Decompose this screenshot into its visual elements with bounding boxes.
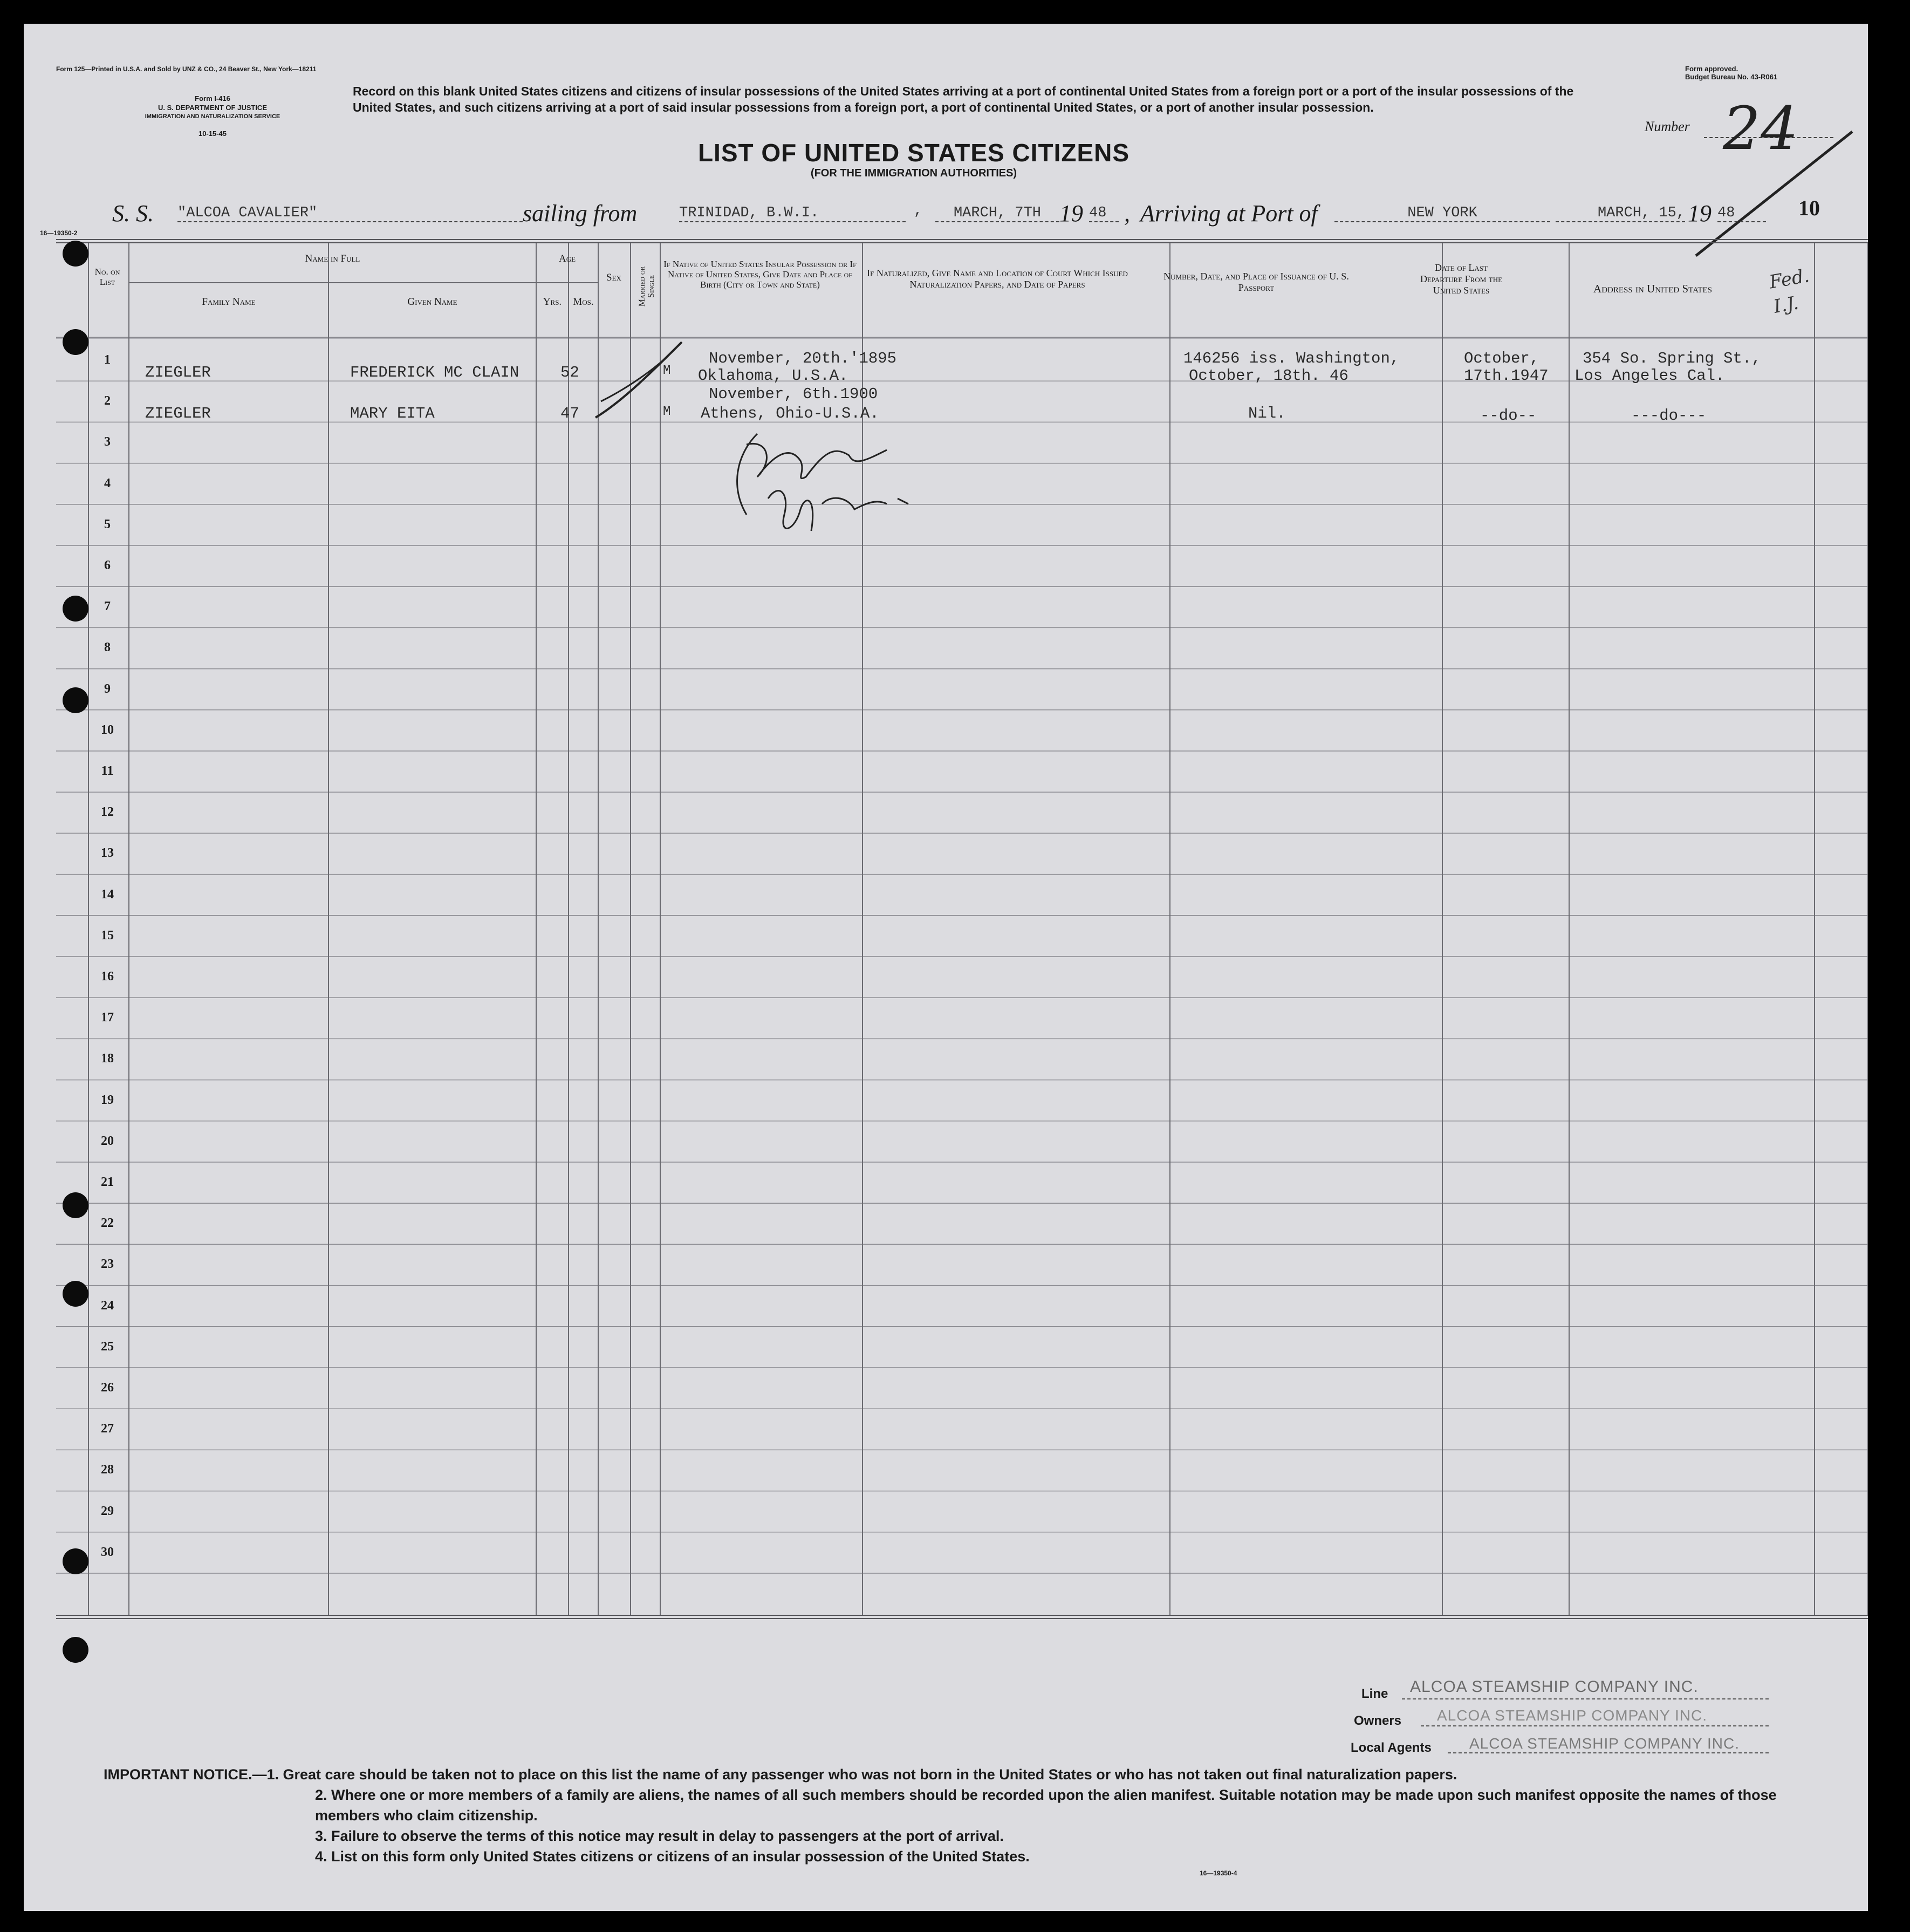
printer-line: Form 125—Printed in U.S.A. and Sold by UNZ & CO., 24 Beaver St., New York—18211 (56, 65, 317, 73)
number-label: Number (1645, 119, 1690, 134)
punch-hole (63, 596, 88, 622)
row-number: 6 (104, 558, 111, 572)
row-1-birth-date: November, 20th.'1895 (709, 350, 897, 367)
notice-2: 2. Where one or more members of a family are aliens, the names of all such members should be recorded upon the alien manifest. Suitable notation may be made upon such manifest opposite the names of those members who claim citizenship. (315, 1787, 1777, 1824)
row-number: 13 (101, 846, 114, 861)
row-number: 17 (101, 1011, 114, 1025)
left-form-code: 16—19350-2 (40, 229, 78, 237)
row-2-address: ---do--- (1631, 407, 1707, 425)
manifest-page: Form 125—Printed in U.S.A. and Sold by UNZ & CO., 24 Beaver St., New York—18211 Form I-416 U. S. DEPARTMENT OF JUSTICE IMMIGRATION AND NATURALIZATION SERVICE 10-15-45 Record on this blank United States citizens and citizens of insular possessions of the United States arriving at a port of continental United States from a foreign port or a port of the insular possessions of the United States, and such citizens arriving at a port of said insular possessions from a foreign port, a port of continental United States, or a port of another insular possession. Form approved. Budget Bureau No. 43-R061 Number 24 LIST OF UNITED STATES CITIZENS (FOR THE IMMIGRATION AUTHORITIES) S. S. "ALCOA CAVALIER" sailing from TRINIDAD, B.W.I. , MARCH, 7TH 19 48 , Arriving at Port of NEW YORK MARCH, 15, 19 48 10 16—19350-2 No. on List Name in Full Family Name Given Name Age Yrs. Mos. Sex Married or Single If Native of United States Insular Possession or If Native of United States, Give Date and Place of Birth (City or Town and State) If Naturalized, Give Name and Location of Court Which Issued Naturalization Papers, and Date of Papers Number, Date, and Place of Issuance of U. S. Passport Date of Last Departure From the United States Address in United States Fed. I.J. 1 2 3 4 5 6 7 8 9 10 11 12 13 14 15 16 17 18 19 20 21 22 23 24 25 26 27 28 29 30 ZIEGLER FREDERICK MC CLAIN 52 M November, 20th.'1895 Oklahoma, U.S.A. 146256 iss. Washington, October, 18th. 46 October, 17th.1947 354 So. Spring St., Los Angeles Cal. ZIEGLER MARY EITA 47 M November, 6th.1900 Athens, Ohio-U.S.A. Nil. --do-- ---do--- Line ALCOA STEAMSHIP COMPANY INC. Owners ALCOA STEAMSHIP COMPANY INC. Local Agents ALCOA STEAMSHIP COMPANY INC. IMPORTANT NOTICE.—1. Great care should be taken not to place on this list the name of any passenger who was not born in the United States or who has not taken out final naturalization papers. 2. Where one or more members of a family are aliens, the names of all such members should be recorded upon the alien manifest. Suitable notation may be made upon such manifest opposite the names of those members who claim citizenship. 3. Failure to observe the terms of this notice may result in delay to passengers at the port of arrival. 4. List on this form only United States citizens or citizens of an insular possession of the United States. 16—19350-4 (24, 24, 1868, 1911)
row-number: 25 (101, 1339, 114, 1354)
punch-hole (63, 241, 88, 267)
row-number: 20 (101, 1134, 114, 1148)
official-signature-icon (725, 423, 951, 563)
col-header-passport: Number, Date, and Place of Issuance of U. S. Passport (1163, 271, 1349, 293)
owners-label: Owners (1354, 1713, 1402, 1728)
page-title: LIST OF UNITED STATES CITIZENS (697, 139, 1130, 167)
page-subtitle: (FOR THE IMMIGRATION AUTHORITIES) (810, 167, 1017, 179)
punch-hole (63, 1192, 88, 1218)
row-number: 9 (104, 681, 111, 696)
col-header-address: Address in United States (1593, 282, 1712, 295)
row-number: 4 (104, 476, 111, 490)
row-number: 27 (101, 1422, 114, 1436)
row-2-family-name: ZIEGLER (145, 405, 211, 422)
row-number: 7 (104, 599, 111, 614)
row-number: 28 (101, 1463, 114, 1477)
col-header-years: Yrs. (543, 296, 562, 308)
row-number: 3 (104, 435, 111, 449)
col-header-sex: Sex (606, 272, 621, 283)
notice-3: 3. Failure to observe the terms of this notice may result in delay to passengers at the port of arrival. (315, 1828, 1004, 1844)
col-header-family-name: Family Name (202, 296, 256, 308)
service-name: IMMIGRATION AND NATURALIZATION SERVICE (145, 113, 280, 120)
arrival-year-prefix: 19 (1688, 200, 1712, 227)
budget-bureau: Budget Bureau No. 43-R061 (1685, 73, 1778, 81)
row-number: 1 (104, 353, 111, 367)
page-mark: 10 (1798, 196, 1820, 220)
line-value: ALCOA STEAMSHIP COMPANY INC. (1410, 1678, 1699, 1696)
sail-date: MARCH, 7TH (935, 205, 1059, 222)
row-1-given-name: FREDERICK MC CLAIN (350, 364, 519, 381)
agents-label: Local Agents (1351, 1740, 1432, 1755)
form-approved: Form approved. (1685, 65, 1738, 73)
row-number: 8 (104, 640, 111, 655)
form-date: 10-15-45 (198, 129, 227, 138)
sailing-from-label: sailing from (523, 200, 638, 227)
row-2-passport: Nil. (1248, 405, 1286, 422)
arrival-year: 48 (1717, 205, 1766, 222)
row-1-address-street: 354 So. Spring St., (1583, 350, 1761, 367)
notice-title: IMPORTANT NOTICE. (104, 1766, 252, 1783)
number-handwritten: 24 (1723, 94, 1798, 163)
col-header-no: No. on List (94, 267, 120, 287)
row-2-birth-date: November, 6th.1900 (709, 385, 878, 403)
row-1-passport-date: October, 18th. 46 (1189, 367, 1348, 385)
row-number: 29 (101, 1504, 114, 1518)
agents-underline (1448, 1752, 1769, 1753)
row-number: 18 (101, 1052, 114, 1066)
arriving-label: Arriving at Port of (1140, 200, 1318, 227)
row-number: 10 (101, 722, 114, 737)
agents-value: ALCOA STEAMSHIP COMPANY INC. (1469, 1735, 1740, 1752)
owners-underline (1421, 1725, 1769, 1726)
row-number: 11 (101, 764, 114, 778)
col-header-naturalized: If Naturalized, Give Name and Location of Court Which Issued Naturalization Papers, and Date of Papers (867, 268, 1128, 290)
row-1-sex: M (663, 364, 671, 378)
arrival-port: NEW YORK (1334, 205, 1550, 222)
notice-4: 4. List on this form only United States citizens or citizens of an insular possession of the United States. (315, 1848, 1030, 1865)
row-number: 19 (101, 1093, 114, 1107)
ss-label: S. S. (112, 200, 154, 227)
sail-year: 48 (1089, 205, 1119, 222)
row-2-sex: M (663, 405, 671, 419)
notice-1: —1. Great care should be taken not to place on this list the name of any passenger who was not born in the United States or who has not taken out final naturalization papers. (252, 1766, 1457, 1783)
punch-hole (63, 1637, 88, 1663)
row-number: 12 (101, 805, 114, 820)
col-header-given-name: Given Name (407, 296, 457, 308)
arrival-date: MARCH, 15, (1556, 205, 1685, 222)
from-port: TRINIDAD, B.W.I. (679, 205, 906, 222)
notice-line-1 (104, 1764, 1808, 1785)
check-mark-icon (590, 337, 693, 428)
row-2-birth-place: Athens, Ohio-U.S.A. (701, 405, 879, 422)
col-header-married: Married or Single (638, 266, 656, 307)
row-number: 24 (101, 1298, 114, 1313)
row-1-address-city: Los Angeles Cal. (1574, 367, 1725, 385)
col-header-native: If Native of United States Insular Possession or If Native of United States, Give Date and Place of Birth (City or Town and State) (663, 259, 857, 290)
row-1-birth-place: Oklahoma, U.S.A. (698, 367, 848, 385)
line-underline (1402, 1698, 1769, 1699)
col-header-age: Age (558, 253, 576, 264)
row-1-age-years: 52 (560, 364, 579, 381)
handwritten-margin-note: Fed. I.J. (1768, 265, 1811, 318)
row-number: 5 (104, 517, 111, 531)
form-number: Form I-416 (195, 94, 230, 103)
ship-name: "ALCOA CAVALIER" (177, 205, 523, 222)
line-label: Line (1361, 1687, 1388, 1701)
record-note: Record on this blank United States citizens and citizens of insular possessions of the United States arriving at a port of continental United States from a foreign port or a port of the insular possessions of the United States, and such citizens arriving at a port of said insular possessions from a foreign port, a port of continental United States, or a port of another insular possession. (353, 84, 1574, 114)
row-number: 26 (101, 1381, 114, 1395)
punch-hole (63, 329, 88, 355)
row-1-departure-month: October, (1464, 350, 1539, 367)
row-2-given-name: MARY EITA (350, 405, 435, 422)
important-notice (104, 1764, 1808, 1867)
row-number: 15 (101, 928, 114, 943)
owners-value: ALCOA STEAMSHIP COMPANY INC. (1437, 1707, 1708, 1724)
punch-hole (63, 1281, 88, 1307)
row-2-age-years: 47 (560, 405, 579, 422)
punch-hole (63, 687, 88, 713)
row-number: 23 (101, 1257, 114, 1272)
row-1-departure-date: 17th.1947 (1464, 367, 1549, 385)
col-header-name-in-full: Name in Full (305, 253, 360, 264)
row-number: 2 (104, 394, 111, 408)
punch-hole (63, 1548, 88, 1574)
row-number: 21 (101, 1175, 114, 1189)
row-number: 16 (101, 970, 114, 984)
col-header-months: Mos. (573, 296, 594, 308)
row-number: 14 (101, 887, 114, 902)
sail-year-prefix: 19 (1059, 200, 1083, 227)
row-number: 22 (101, 1216, 114, 1231)
col-header-departure: Date of Last Departure From the United States (1420, 262, 1503, 296)
row-1-family-name: ZIEGLER (145, 364, 211, 381)
row-2-departure: --do-- (1480, 407, 1537, 425)
row-number: 30 (101, 1545, 114, 1559)
bottom-form-code: 16—19350-4 (1200, 1869, 1237, 1877)
row-1-passport-number: 146256 iss. Washington, (1183, 350, 1400, 367)
department-name: U. S. DEPARTMENT OF JUSTICE (158, 104, 267, 112)
